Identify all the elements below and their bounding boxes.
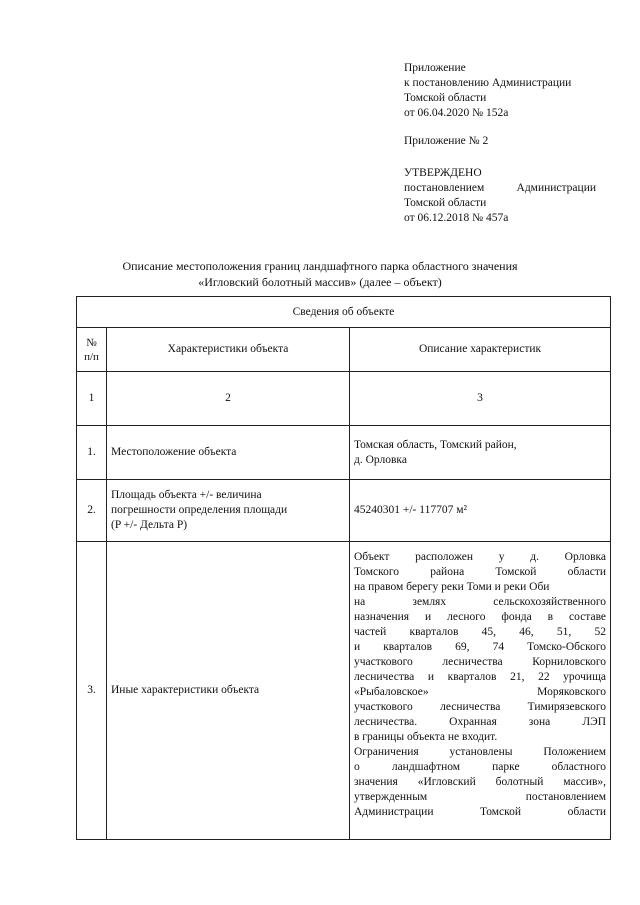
- row-number: 2.: [77, 480, 107, 542]
- characteristic-line: погрешности определения площади: [111, 504, 288, 516]
- description-line: и кварталов 69, 74 Томско-Обского: [354, 641, 607, 653]
- description-line: лесничества и кварталов 21, 22 урочища: [354, 671, 607, 683]
- header-characteristics: Характеристики объекта: [107, 328, 350, 372]
- description-line: о ландшафтном парке областного: [354, 761, 607, 773]
- document-title-line: Описание местоположения границ ландшафтного парка областного значения: [122, 259, 518, 273]
- table-row: [77, 480, 611, 542]
- description-line: частей кварталов 45, 46, 51, 52: [354, 626, 607, 638]
- description-line: утвержденным постановлением: [354, 791, 607, 803]
- description-line: значения «Игловский болотный массив»,: [354, 776, 607, 788]
- column-number: 2: [107, 372, 350, 426]
- approved-line: постановлением Администрации: [404, 182, 596, 194]
- row-description: 45240301 +/- 117707 м²: [350, 480, 611, 542]
- description-line: Ограничения установлены Положением: [354, 746, 607, 758]
- characteristic-line: (P +/- Дельта P): [111, 519, 188, 531]
- row-description: [350, 542, 611, 840]
- row-number: 1.: [77, 426, 107, 480]
- column-number-row: [77, 372, 611, 426]
- column-number: 3: [350, 372, 611, 426]
- table-header-row: [77, 328, 611, 372]
- table-row: [77, 426, 611, 480]
- section-header: Сведения об объекте: [77, 297, 611, 328]
- table-section-header-row: [77, 297, 611, 328]
- appendix-line: к постановлению Администрации: [404, 77, 572, 89]
- row-characteristic: Иные характеристики объекта: [107, 542, 350, 840]
- row-characteristic: Местоположение объекта: [107, 426, 350, 480]
- appendix-reference: [404, 61, 596, 121]
- appendix-line: от 06.04.2020 № 152а: [404, 107, 509, 119]
- description-line: на землях сельскохозяйственного: [354, 596, 607, 608]
- description-line: Томская область, Томский район,: [354, 438, 517, 451]
- document-title: [60, 258, 580, 290]
- description-line: д. Орловка: [354, 453, 407, 466]
- description-line: назначения и лесного фонда в составе: [354, 611, 607, 623]
- description-line: «Рыбаловское» Моряковского: [354, 686, 607, 698]
- approved-stamp: [404, 166, 596, 226]
- header-num-label: № п/п: [84, 336, 99, 363]
- header-description: Описание характеристик: [350, 328, 611, 372]
- row-number: 3.: [77, 542, 107, 840]
- table-row: [77, 542, 611, 840]
- appendix-number: [404, 134, 596, 149]
- description-line: Томского района Томской области: [354, 566, 607, 578]
- description-line: в границы объекта не входит.: [354, 731, 498, 743]
- approved-line: УТВЕРЖДЕНО: [404, 167, 482, 179]
- header-num: [77, 328, 107, 372]
- approved-line: от 06.12.2018 № 457а: [404, 212, 509, 224]
- description-line: Объект расположен у д. Орловка: [354, 551, 607, 563]
- appendix-line: Приложение: [404, 62, 466, 74]
- description-line: участкового лесничества Тимирязевского: [354, 701, 607, 713]
- appendix-number-label: Приложение № 2: [404, 135, 489, 147]
- row-characteristic: [107, 480, 350, 542]
- document-title-line: «Игловский болотный массив» (далее – объект): [198, 275, 442, 289]
- approved-line: Томской области: [404, 197, 487, 209]
- characteristic-line: Площадь объекта +/- величина: [111, 489, 262, 501]
- description-line: Администрации Томской области: [354, 806, 607, 818]
- column-number: 1: [77, 372, 107, 426]
- object-info-table: [76, 296, 611, 840]
- description-line: участкового лесничества Корниловского: [354, 656, 607, 668]
- description-line: на правом берегу реки Томи и реки Оби: [354, 581, 550, 593]
- description-line: лесничества. Охранная зона ЛЭП: [354, 716, 607, 728]
- appendix-line: Томской области: [404, 92, 487, 104]
- row-description: [350, 426, 611, 480]
